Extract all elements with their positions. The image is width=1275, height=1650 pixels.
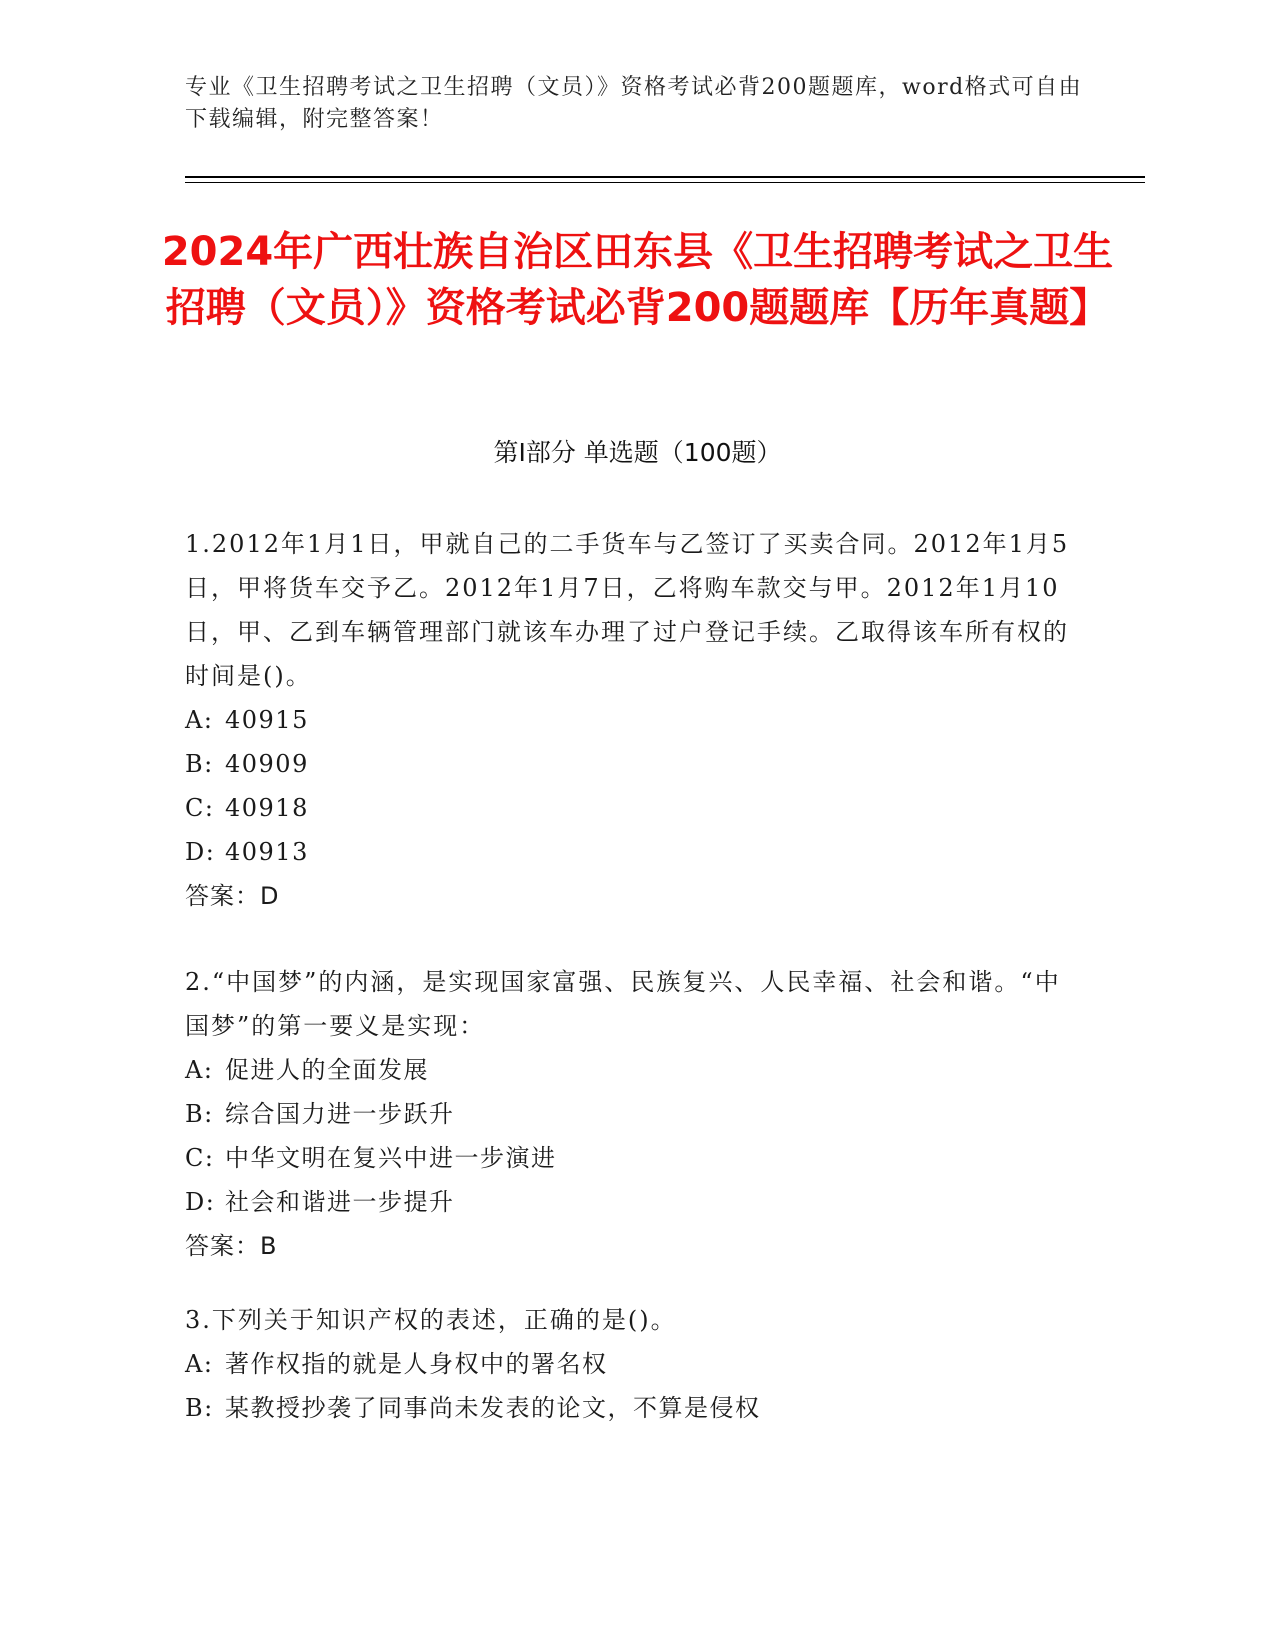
option-a xyxy=(185,1342,1080,1386)
option-letter: C: xyxy=(185,794,215,822)
option-a xyxy=(185,1048,1080,1092)
option-text: 40918 xyxy=(225,794,309,822)
section-title: 第I部分 单选题（100题） xyxy=(493,438,782,467)
option-text: 促进人的全面发展 xyxy=(225,1056,429,1084)
option-c xyxy=(185,786,1080,830)
question-stem: 1.2012年1月1日，甲就自己的二手货车与乙签订了买卖合同。2012年1月5日，甲将货车交予乙。2012年1月7日，乙将购车款交与甲。2012年1月10日，甲、乙到车辆管理部门就该车办理了过户登记手续。乙取得该车所有权的时间是()。 xyxy=(185,530,1070,690)
question-1 xyxy=(185,522,1080,918)
header-divider-thick xyxy=(185,176,1145,178)
option-text: 40909 xyxy=(225,750,309,778)
document-title: 2024年广西壮族自治区田东县《卫生招聘考试之卫生招聘（文员）》资格考试必背200题题库【历年真题】 xyxy=(161,229,1114,331)
option-d xyxy=(185,1180,1080,1224)
option-letter: B: xyxy=(185,1394,214,1422)
option-letter: D: xyxy=(185,1188,216,1216)
question-stem: 3.下列关于知识产权的表述，正确的是()。 xyxy=(185,1306,677,1334)
option-letter: A: xyxy=(185,1056,214,1084)
option-letter: D: xyxy=(185,838,216,866)
option-letter: B: xyxy=(185,1100,214,1128)
header-note: 专业《卫生招聘考试之卫生招聘（文员）》资格考试必背200题题库，word格式可自由下载编辑，附完整答案！ xyxy=(185,75,1083,132)
option-text: 中华文明在复兴中进一步演进 xyxy=(225,1144,557,1172)
question-stem: 2.“中国梦”的内涵，是实现国家富强、民族复兴、人民幸福、社会和谐。“中国梦”的第一要义是实现： xyxy=(185,968,1061,1040)
answer-line: 答案：D xyxy=(185,882,280,910)
option-c xyxy=(185,1136,1080,1180)
option-letter: A: xyxy=(185,1350,214,1378)
question-2 xyxy=(185,960,1080,1268)
option-d xyxy=(185,830,1080,874)
option-b xyxy=(185,1092,1080,1136)
question-3 xyxy=(185,1298,1080,1430)
option-text: 社会和谐进一步提升 xyxy=(225,1188,455,1216)
header-divider-thin xyxy=(185,182,1145,183)
option-a xyxy=(185,698,1080,742)
option-letter: A: xyxy=(185,706,214,734)
option-text: 40915 xyxy=(225,706,309,734)
option-text: 综合国力进一步跃升 xyxy=(225,1100,455,1128)
option-text: 某教授抄袭了同事尚未发表的论文，不算是侵权 xyxy=(225,1394,761,1422)
option-b xyxy=(185,742,1080,786)
option-text: 著作权指的就是人身权中的署名权 xyxy=(225,1350,608,1378)
option-b xyxy=(185,1386,1080,1430)
option-letter: C: xyxy=(185,1144,215,1172)
option-letter: B: xyxy=(185,750,214,778)
answer-line: 答案：B xyxy=(185,1232,278,1260)
option-text: 40913 xyxy=(225,838,309,866)
